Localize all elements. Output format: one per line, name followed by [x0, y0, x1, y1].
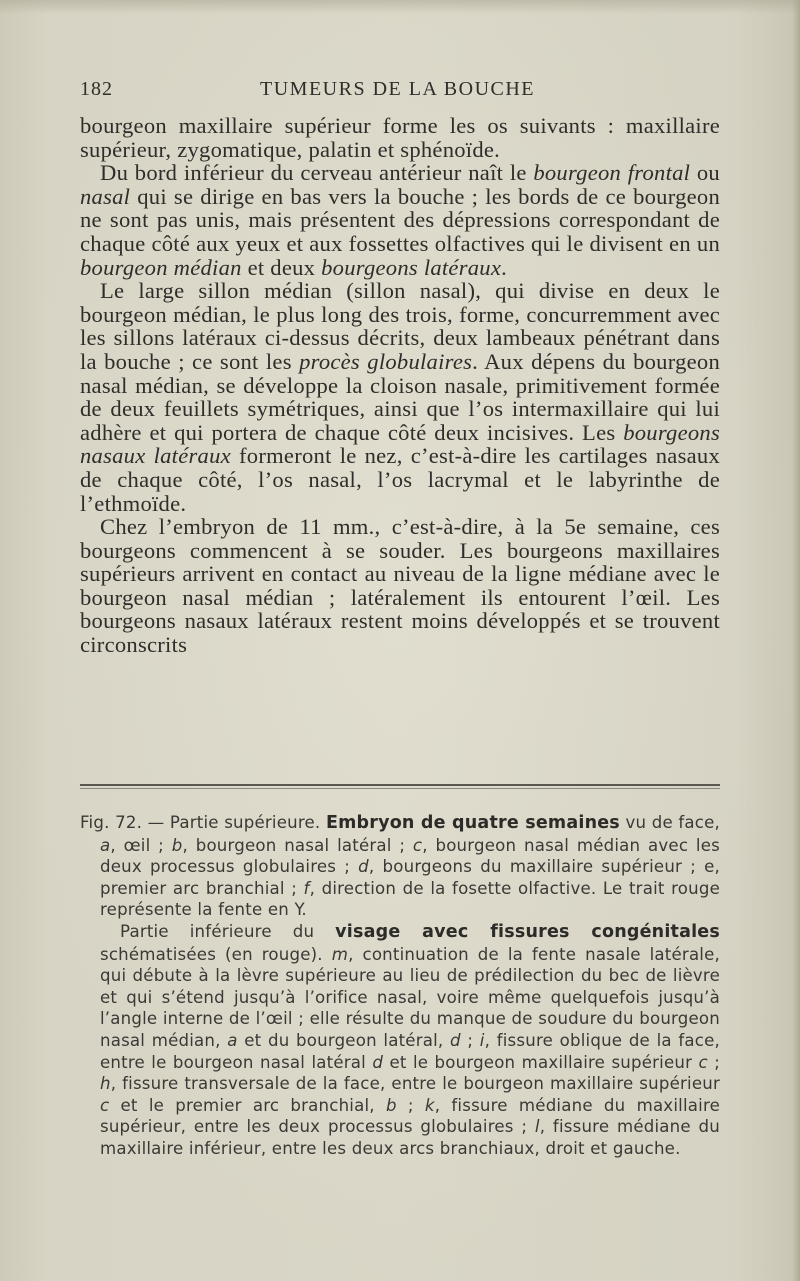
paragraph-3: Le large sillon médian (sillon nasal), qui divise en deux le bourgeon médian, le plus long des trois, forme, concurremment avec les sillons latéraux ci-dessus décrits, deux lambeaux pénétrant dans la bouche ; ce sont les procès globulaires. Aux dépens du bourgeon nasal médian, se développe la cloison nasale, primitivement formée de deux feuillets symétriques, ainsi que l’os intermaxillaire qui lui adhère et qui portera de chaque côté deux incisives. Les bourgeons nasaux latéraux formeront le nez, c’est-à-dire les cartilages nasaux de chaque côté, l’os nasal, l’os lacrymal et le labyrinthe de l’ethmoïde. [80, 278, 721, 516]
page-top-shadow [0, 0, 800, 14]
term-bourgeon-frontal: bourgeon frontal [533, 160, 691, 186]
term-proces-globulaires: procès globulaires [299, 348, 473, 374]
body-text [80, 114, 720, 657]
paragraph-4: Chez l’embryon de 11 mm., c’est-à-dire, à la 5e semaine, ces bourgeons commencent à se souder. Les bourgeons maxillaires supérieurs arrivent en contact au niveau de la ligne médiane avec le bourgeon nasal médian ; latéralement ils entourent l’œil. Les bourgeons nasaux latéraux restent moins développés et se trouvent circonscrits [80, 514, 720, 658]
term-bourgeons-nasaux-lateraux: bourgeons nasaux latéraux [80, 419, 720, 469]
term-bourgeon-median: bourgeon médian [80, 254, 242, 280]
footnote-rule [80, 784, 720, 786]
caption-bold-embryon: Embryon de quatre semaines [325, 813, 620, 833]
page-header [80, 78, 720, 104]
running-head: TUMEURS DE LA BOUCHE [260, 78, 536, 100]
figure-caption [80, 812, 720, 1160]
caption-part-2: Partie inférieure du visage avec fissures congénitales schématisées (en rouge). m, continuation de la fente nasale latérale, qui débute à la lèvre supérieure au lieu de prédilection du bec de lièvre et qui s’étend jusqu’à l’orifice nasal, voire même quelquefois jusqu’à l’angle interne de l’œil ; elle résulte du manque de soudure du bourgeon nasal médian, a et du bourgeon latéral, d ; i, fissure oblique de la face, entre le bourgeon nasal latéral d et le bourgeon maxillaire supérieur c ; h, fissure transversale de la face, entre le bourgeon maxillaire supérieur c et le premier arc branchial, b ; k, fissure médiane du maxillaire supérieur, entre les deux processus globulaires ; l, fissure médiane du maxillaire inférieur, entre les deux arcs branchiaux, droit et gauche. [100, 921, 721, 1158]
term-nasal: nasal [80, 183, 131, 209]
paragraph-1: bourgeon maxillaire supérieur forme les os suivants : maxillaire supérieur, zygomatique, palatin et sphénoïde. [80, 113, 720, 162]
caption-bold-visage: visage avec fissures congénitales [335, 921, 720, 942]
page-number: 182 [80, 78, 113, 100]
paragraph-2: Du bord inférieur du cerveau antérieur naît le bourgeon frontal ou nasal qui se dirige en bas vers la bouche ; les bords de ce bourgeon ne sont pas unis, mais présentent des dépressions correspondant de chaque côté aux yeux et aux fossettes olfactives qui le divisent en un bourgeon médian et deux bourgeons latéraux. [80, 160, 720, 280]
footnote-rule-thin [80, 788, 720, 789]
term-bourgeons-lateraux: bourgeons latéraux [321, 254, 502, 280]
caption-part-1: Fig. 72. — Partie supérieure. Embryon de quatre semaines vu de face, a, œil ; b, bourgeon nasal latéral ; c, bourgeon nasal médian avec les deux processus globulaires ; d, bourgeons du maxillaire supérieur ; e, premier arc branchial ; f, direction de la fosette olfactive. Le trait rouge représente la fente en Y. [80, 813, 720, 920]
page-right-edge [792, 0, 800, 1281]
